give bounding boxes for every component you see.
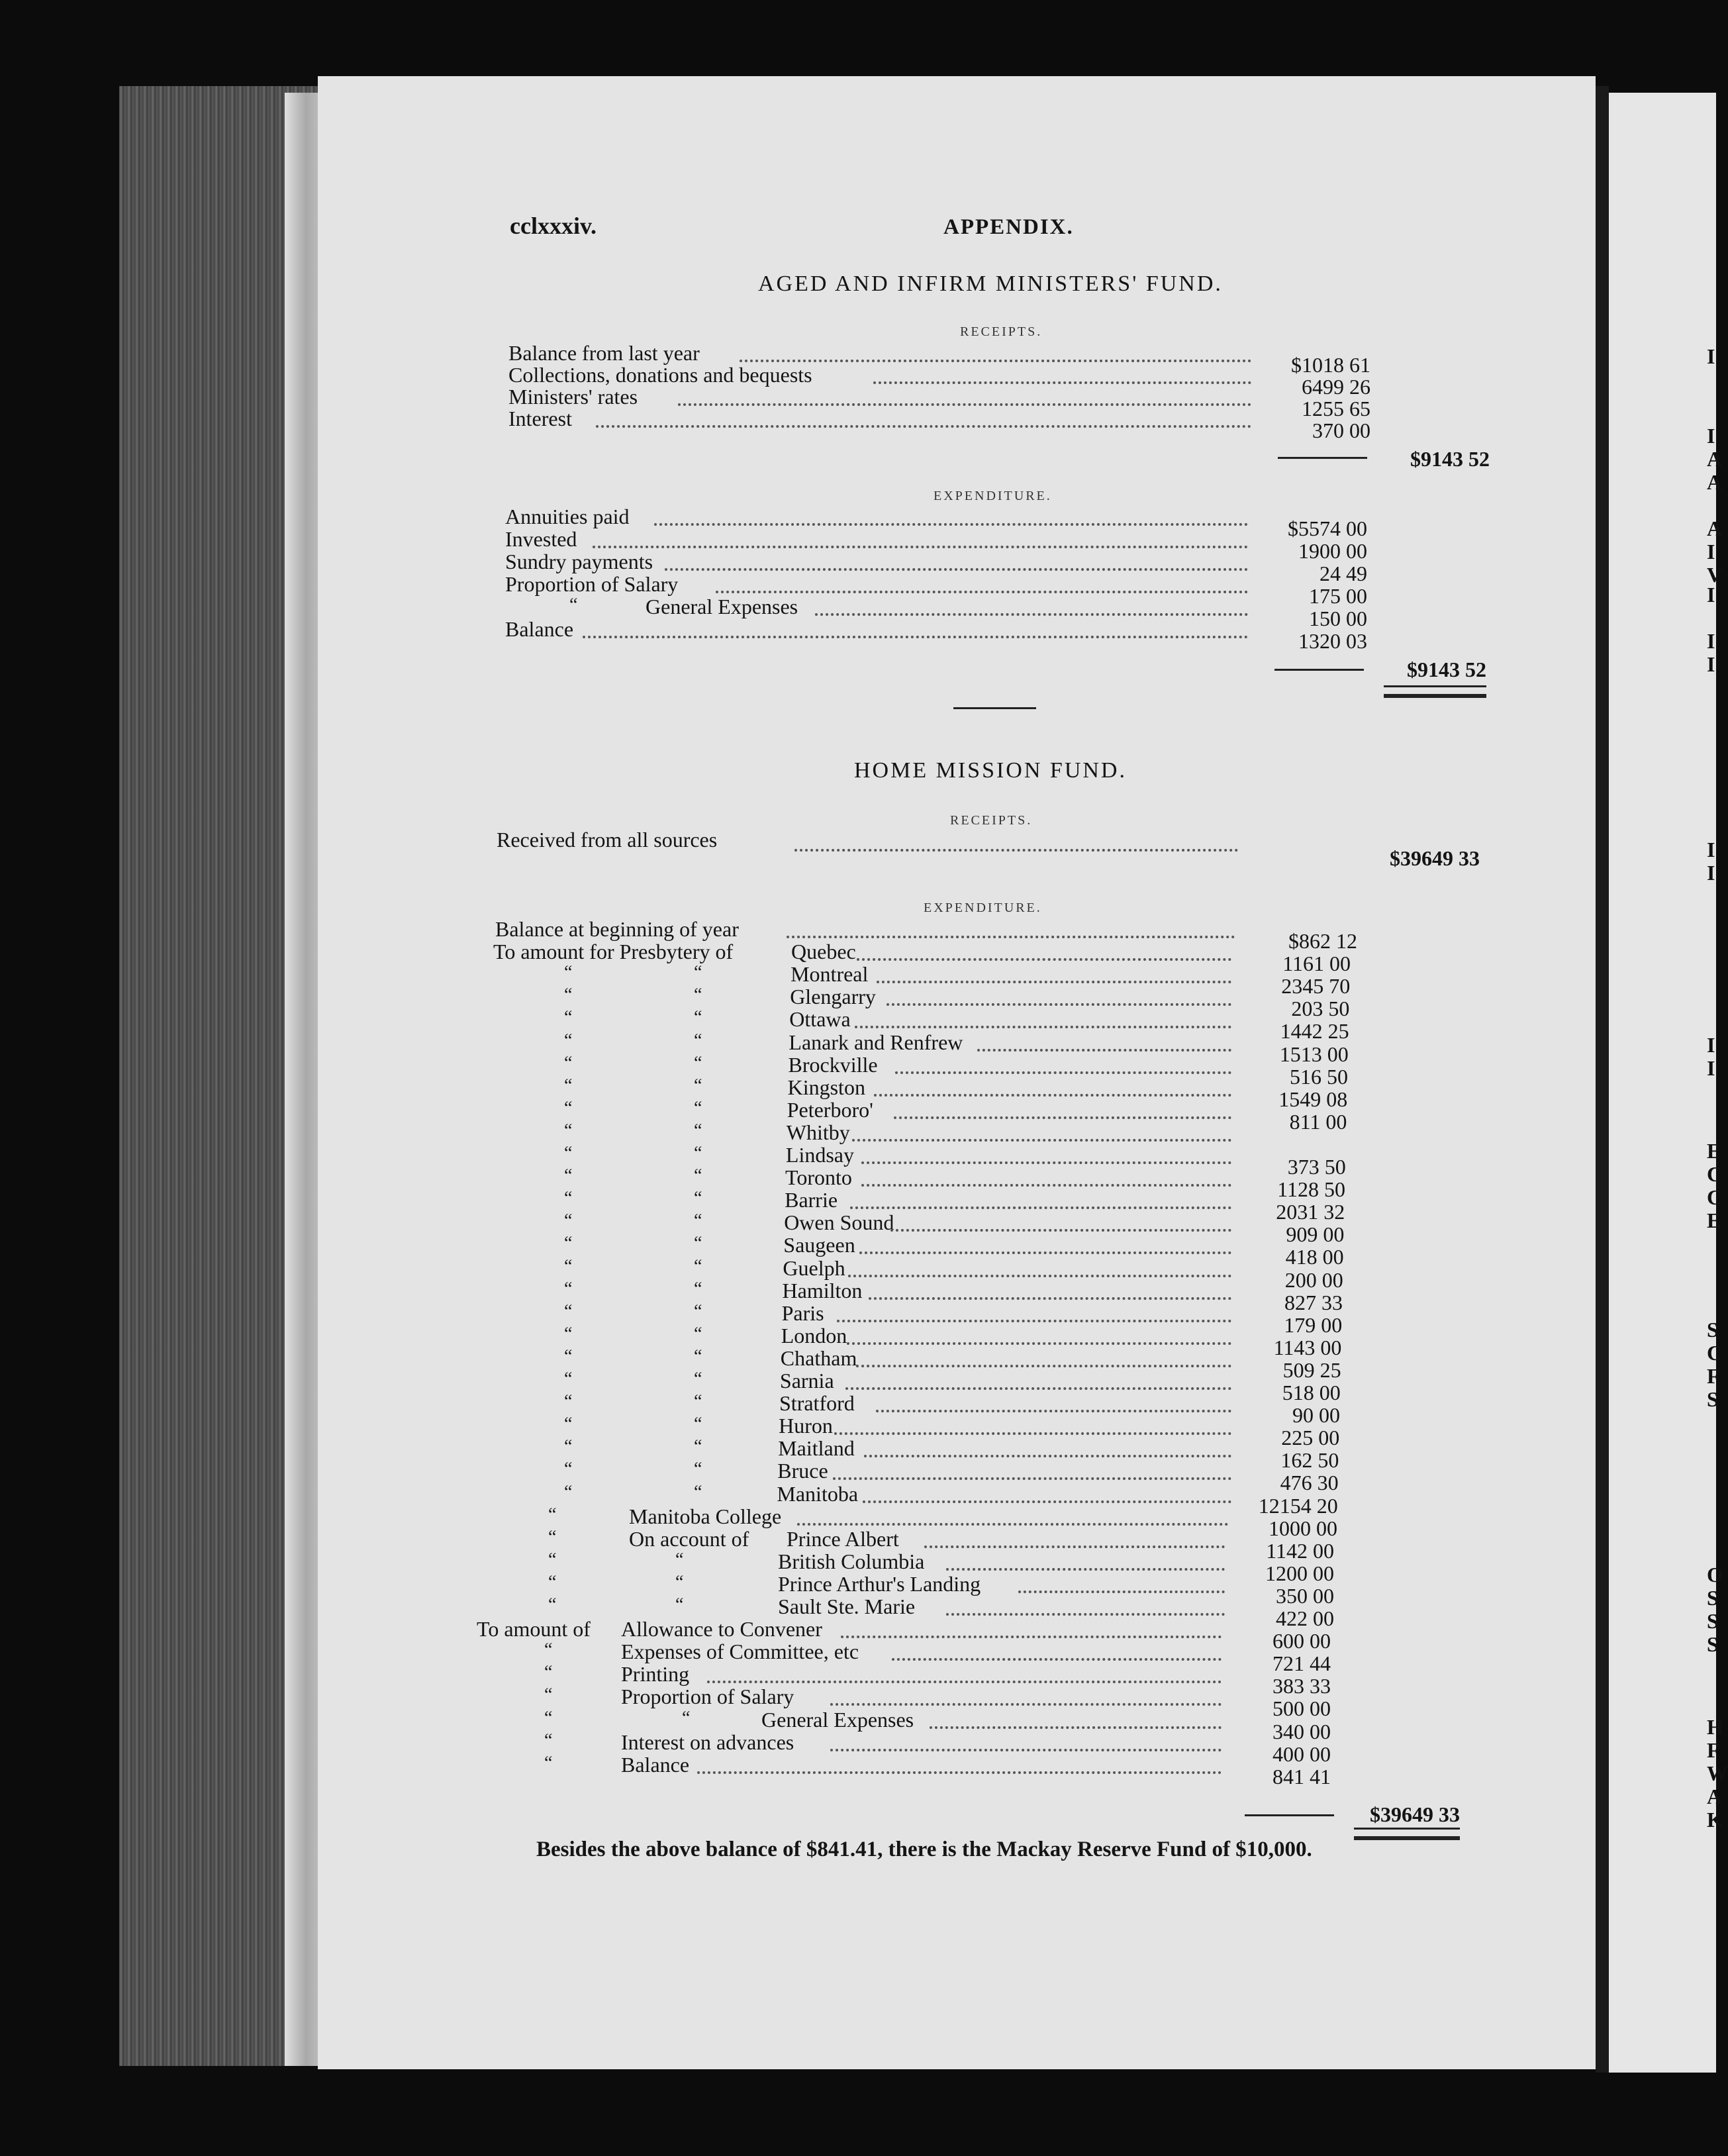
presbytery-amount: 200 00 xyxy=(1284,1267,1343,1292)
section-divider xyxy=(953,707,1036,709)
ditto-mark: “ xyxy=(564,1300,573,1322)
presbytery-name: London xyxy=(781,1323,847,1348)
ditto-mark: “ xyxy=(694,1120,702,1141)
ditto-mark: “ xyxy=(694,985,702,1006)
ditto-mark: “ xyxy=(564,1075,573,1096)
facing-page-letter: I xyxy=(1707,583,1715,607)
account-name: Prince Albert xyxy=(787,1526,899,1551)
aged-expense-label: General Expenses xyxy=(646,595,798,618)
leader-dots xyxy=(861,1183,1232,1187)
running-head: APPENDIX. xyxy=(943,215,1074,239)
facing-page-letter: I xyxy=(1707,1056,1715,1080)
leader-dots xyxy=(894,1115,1231,1119)
leader-dots xyxy=(716,589,1248,593)
presbytery-name: Quebec xyxy=(791,940,856,964)
presbytery-name: Peterboro' xyxy=(787,1097,873,1122)
ditto-mark: “ xyxy=(694,1346,702,1367)
allowance-label: Printing xyxy=(621,1662,690,1687)
account-amount: 422 00 xyxy=(1276,1606,1334,1630)
ditto-mark: “ xyxy=(564,985,573,1006)
ditto-mark: “ xyxy=(675,1594,684,1615)
home-receipt-label: Received from all sources xyxy=(497,828,718,852)
leader-dots xyxy=(707,1679,1222,1683)
leader-dots xyxy=(665,567,1249,571)
allowance-label: Proportion of Salary xyxy=(621,1685,794,1709)
facing-page xyxy=(1609,93,1716,2073)
presbytery-name: Barrie xyxy=(785,1188,838,1212)
ditto-mark: “ xyxy=(544,1752,553,1773)
ditto-mark: “ xyxy=(694,1210,702,1232)
presbytery-name: Ottawa xyxy=(789,1007,851,1032)
leader-dots xyxy=(740,358,1251,362)
presbytery-amount: 1128 50 xyxy=(1277,1177,1345,1202)
ditto-mark: “ xyxy=(694,1481,702,1502)
ditto-mark: “ xyxy=(675,1571,684,1592)
aged-fund-title: AGED AND INFIRM MINISTERS' FUND. xyxy=(758,271,1223,296)
facing-page-letter: S xyxy=(1707,1387,1719,1411)
facing-page-letter: W xyxy=(1707,1761,1728,1785)
ditto-mark: “ xyxy=(682,1707,691,1728)
presbytery-amount: 373 50 xyxy=(1287,1155,1346,1179)
ditto-mark: “ xyxy=(694,1459,702,1480)
presbytery-name: Owen Sound xyxy=(784,1210,894,1235)
ditto-mark: “ xyxy=(694,1414,702,1435)
ditto-mark: “ xyxy=(564,1346,573,1367)
account-name: Sault Ste. Marie xyxy=(778,1594,916,1618)
ditto-mark: “ xyxy=(694,1233,702,1254)
presbytery-name: Lanark and Renfrew xyxy=(789,1030,963,1054)
page-number: cclxxxiv. xyxy=(510,213,597,239)
ditto-mark: “ xyxy=(544,1730,553,1751)
facing-page-letter: V xyxy=(1707,563,1723,587)
ditto-mark: “ xyxy=(564,1481,573,1502)
facing-page-letter: I xyxy=(1707,838,1715,861)
presbytery-amount: 1549 08 xyxy=(1278,1087,1348,1111)
ditto-mark: “ xyxy=(694,1165,702,1187)
aged-receipt-label: Collections, donations and bequests xyxy=(508,363,812,387)
presbytery-amount: 1513 00 xyxy=(1279,1042,1349,1066)
leader-dots xyxy=(787,934,1235,938)
gutter-shadow xyxy=(1596,86,1609,2073)
ditto-mark: “ xyxy=(564,1097,573,1118)
leader-dots xyxy=(895,1070,1232,1074)
facing-page-letter: S xyxy=(1707,1586,1719,1610)
facing-page-letter: I xyxy=(1707,652,1715,676)
facing-page-letter: I xyxy=(1707,540,1715,564)
ditto-mark: “ xyxy=(544,1662,553,1683)
presbytery-name: Bruce xyxy=(777,1459,828,1483)
aged-expense-amount: 24 49 xyxy=(1320,562,1367,585)
leader-dots xyxy=(833,1476,1231,1480)
facing-page-letter: C xyxy=(1707,1341,1723,1365)
presbytery-amount: 476 30 xyxy=(1280,1471,1339,1495)
ditto-mark: “ xyxy=(564,1052,573,1073)
presbytery-amount: 2345 70 xyxy=(1281,974,1351,999)
leader-dots xyxy=(815,612,1248,616)
presbytery-amount: 225 00 xyxy=(1281,1426,1340,1450)
home-mission-title: HOME MISSION FUND. xyxy=(854,758,1127,783)
ditto-mark: “ xyxy=(564,1030,573,1051)
aged-receipts-heading: RECEIPTS. xyxy=(960,324,1043,339)
allowance-label: General Expenses xyxy=(761,1707,914,1732)
ditto-mark: “ xyxy=(694,1278,702,1299)
aged-expense-label: Proportion of Salary xyxy=(505,572,679,596)
ditto-mark: “ xyxy=(564,962,573,983)
home-receipts-heading: RECEIPTS. xyxy=(950,813,1033,828)
ditto-mark: “ xyxy=(564,1210,573,1232)
leader-dots xyxy=(852,1138,1231,1142)
presbytery-amount: 418 00 xyxy=(1285,1245,1344,1269)
leader-dots xyxy=(859,1250,1231,1254)
ditto-mark: “ xyxy=(564,1007,573,1028)
presbytery-amount: 1161 00 xyxy=(1282,952,1351,976)
ditto-mark: “ xyxy=(548,1549,557,1570)
college-label: Manitoba College xyxy=(629,1504,782,1528)
allowance-label: Expenses of Committee, etc xyxy=(621,1640,859,1664)
facing-page-letter: E xyxy=(1707,1139,1721,1163)
ditto-mark: “ xyxy=(548,1526,557,1547)
ditto-mark: “ xyxy=(694,1052,702,1073)
ditto-mark: “ xyxy=(564,1255,573,1277)
presbytery-lead: To amount for Presbytery of xyxy=(493,940,734,964)
ditto-mark: “ xyxy=(694,1075,702,1096)
leader-dots xyxy=(873,380,1252,384)
leader-dots xyxy=(857,957,1231,961)
presbytery-name: Huron xyxy=(779,1414,833,1438)
ditto-mark: “ xyxy=(564,1120,573,1141)
leader-dots xyxy=(794,848,1238,852)
facing-page-letter: S xyxy=(1707,1318,1719,1342)
leader-dots xyxy=(834,1431,1231,1435)
college-amount: 1000 00 xyxy=(1269,1516,1337,1540)
leader-dots xyxy=(654,522,1248,526)
presbytery-name: Montreal xyxy=(791,962,869,987)
ditto-mark: “ xyxy=(694,1300,702,1322)
ditto-mark: “ xyxy=(564,1143,573,1163)
ditto-mark: “ xyxy=(564,1391,573,1412)
leader-dots xyxy=(797,1522,1228,1526)
leader-dots xyxy=(596,424,1251,428)
facing-page-letter: S xyxy=(1707,1609,1719,1633)
aged-receipt-amount: $1018 61 xyxy=(1291,353,1370,377)
allowance-amount: 841 41 xyxy=(1272,1764,1331,1788)
aged-double-rule xyxy=(1384,685,1486,698)
leader-dots xyxy=(874,1093,1231,1097)
aged-receipt-amount: 1255 65 xyxy=(1302,397,1370,420)
leader-dots xyxy=(830,1747,1222,1751)
leader-dots xyxy=(848,1273,1231,1277)
leader-dots xyxy=(830,1702,1222,1706)
allowance-label: Allowance to Convener xyxy=(621,1617,822,1642)
leader-dots xyxy=(845,1386,1231,1390)
facing-page-letter: K xyxy=(1707,1808,1723,1832)
leader-dots xyxy=(678,402,1251,406)
presbytery-name: Glengarry xyxy=(790,985,876,1009)
ditto-mark: “ xyxy=(694,1391,702,1412)
home-double-rule xyxy=(1354,1828,1460,1840)
ditto-mark: “ xyxy=(675,1549,684,1570)
presbytery-name: Guelph xyxy=(783,1255,845,1280)
leader-dots xyxy=(887,1002,1231,1006)
allowance-lead: To amount of xyxy=(477,1617,591,1642)
presbytery-name: Manitoba xyxy=(777,1481,859,1506)
facing-page-letter: O xyxy=(1707,1563,1723,1587)
leader-dots xyxy=(855,1024,1231,1028)
aged-expense-label: Balance xyxy=(505,617,574,641)
home-expenditure-heading: EXPENDITURE. xyxy=(924,901,1042,915)
facing-page-letter: I xyxy=(1707,861,1715,885)
ditto-mark: “ xyxy=(694,1030,702,1051)
account-lead: On account of xyxy=(629,1526,749,1551)
ditto-mark: “ xyxy=(564,1165,573,1187)
facing-page-letter: A xyxy=(1707,470,1723,494)
ditto-mark: “ xyxy=(564,1459,573,1480)
leader-dots xyxy=(930,1725,1222,1729)
leader-dots xyxy=(841,1634,1222,1638)
leader-dots xyxy=(864,1453,1231,1457)
leader-dots xyxy=(946,1567,1225,1571)
ditto-mark: “ xyxy=(694,1369,702,1389)
presbytery-name: Chatham xyxy=(780,1346,857,1370)
home-expenditure-total: $39649 33 xyxy=(1370,1802,1460,1826)
leader-dots xyxy=(890,1228,1231,1232)
ditto-mark: “ xyxy=(564,1233,573,1254)
allowance-amount: 500 00 xyxy=(1272,1696,1331,1721)
facing-page-letter: I xyxy=(1707,424,1715,448)
ditto-mark: “ xyxy=(544,1685,553,1706)
home-receipt-total: $39649 33 xyxy=(1390,846,1480,870)
facing-page-letter: A xyxy=(1707,447,1723,471)
aged-expenditure-total: $9143 52 xyxy=(1407,658,1486,681)
facing-page-letter: C xyxy=(1707,1185,1723,1209)
facing-page-letter: I xyxy=(1707,344,1715,368)
ditto-mark: “ xyxy=(694,962,702,983)
aged-receipt-label: Ministers' rates xyxy=(508,385,638,409)
allowance-label: Balance xyxy=(621,1752,690,1777)
facing-page-letter: A xyxy=(1707,1785,1723,1808)
leader-dots xyxy=(850,1205,1231,1209)
facing-page-letter: A xyxy=(1707,516,1723,540)
presbytery-amount: 162 50 xyxy=(1280,1448,1339,1473)
presbytery-amount: 179 00 xyxy=(1284,1312,1343,1337)
allowance-amount: 383 33 xyxy=(1272,1674,1331,1698)
aged-expense-label: Invested xyxy=(505,527,577,551)
facing-page-letter: F xyxy=(1707,1364,1720,1388)
facing-page-letter: I xyxy=(1707,1033,1715,1057)
presbytery-amount: 516 50 xyxy=(1290,1064,1348,1089)
aged-receipts-total: $9143 52 xyxy=(1410,447,1490,471)
aged-receipt-label: Balance from last year xyxy=(508,341,700,365)
reserve-fund-note: Besides the above balance of $841.41, there is the Mackay Reserve Fund of $10,000. xyxy=(536,1838,1312,1861)
allowance-amount: 721 44 xyxy=(1272,1651,1331,1676)
account-amount: 1200 00 xyxy=(1265,1561,1334,1585)
leader-dots xyxy=(924,1544,1225,1548)
leader-dots xyxy=(977,1048,1231,1052)
leader-dots xyxy=(837,1318,1231,1322)
presbytery-name: Sarnia xyxy=(779,1369,834,1393)
opening-balance-amount: $862 12 xyxy=(1288,929,1357,953)
presbytery-amount: 12154 20 xyxy=(1258,1493,1338,1518)
ditto-mark: “ xyxy=(564,1414,573,1435)
presbytery-amount: 1143 00 xyxy=(1273,1335,1342,1359)
leader-dots xyxy=(856,1363,1231,1367)
ditto-mark: “ xyxy=(564,1278,573,1299)
leader-dots xyxy=(876,1408,1232,1412)
facing-page-letter: C xyxy=(1707,1162,1723,1186)
ditto-mark: “ xyxy=(564,1188,573,1209)
account-amount: 1142 00 xyxy=(1266,1538,1334,1563)
ditto-mark: “ xyxy=(548,1594,557,1615)
allowance-amount: 400 00 xyxy=(1272,1741,1331,1766)
presbytery-name: Toronto xyxy=(785,1165,852,1190)
aged-expenditure-heading: EXPENDITURE. xyxy=(934,489,1052,503)
presbytery-amount: 509 25 xyxy=(1282,1357,1341,1382)
leader-dots xyxy=(877,979,1231,983)
presbytery-name: Stratford xyxy=(779,1391,855,1416)
aged-expense-amount: 1320 03 xyxy=(1298,629,1367,653)
aged-expense-label: Annuities paid xyxy=(505,505,630,528)
leader-dots xyxy=(892,1657,1222,1661)
presbytery-name: Paris xyxy=(781,1300,824,1325)
presbytery-name: Kingston xyxy=(787,1075,865,1099)
presbytery-name: Brockville xyxy=(788,1052,878,1077)
allowance-amount: 340 00 xyxy=(1272,1719,1331,1743)
leader-dots xyxy=(946,1612,1225,1616)
ditto-mark: “ xyxy=(694,1188,702,1209)
ditto-mark: “ xyxy=(694,1007,702,1028)
leader-dots xyxy=(1018,1589,1225,1593)
presbytery-name: Whitby xyxy=(786,1120,850,1144)
ditto-mark: “ xyxy=(694,1436,702,1457)
account-amount: 350 00 xyxy=(1276,1583,1334,1608)
facing-page-letter: F xyxy=(1707,1738,1720,1762)
ditto-mark: “ xyxy=(694,1143,702,1163)
presbytery-amount: 1442 25 xyxy=(1280,1019,1349,1044)
aged-expense-amount: $5574 00 xyxy=(1288,516,1367,540)
ditto-mark: “ xyxy=(564,1323,573,1344)
presbytery-name: Saugeen xyxy=(783,1233,855,1257)
ditto-mark: “ xyxy=(548,1504,557,1525)
leader-dots xyxy=(697,1770,1222,1774)
account-name: Prince Arthur's Landing xyxy=(778,1571,981,1596)
presbytery-amount: 518 00 xyxy=(1282,1381,1341,1404)
facing-page-letter: H xyxy=(1707,1715,1723,1739)
aged-expense-amount: 150 00 xyxy=(1309,607,1367,630)
ditto-mark: “ xyxy=(569,595,578,615)
account-name: British Columbia xyxy=(778,1549,925,1573)
allowance-amount: 600 00 xyxy=(1272,1629,1331,1653)
presbytery-name: Maitland xyxy=(778,1436,855,1461)
presbytery-amount: 909 00 xyxy=(1286,1222,1345,1247)
aged-expense-amount: 1900 00 xyxy=(1298,539,1367,563)
aged-expense-amount: 175 00 xyxy=(1309,584,1367,608)
leader-dots xyxy=(847,1341,1231,1345)
allowance-label: Interest on advances xyxy=(621,1730,794,1754)
presbytery-name: Lindsay xyxy=(785,1143,854,1167)
facing-page-letter: E xyxy=(1707,1208,1721,1232)
aged-receipt-label: Interest xyxy=(508,407,572,430)
leader-dots xyxy=(593,544,1248,548)
presbytery-amount: 811 00 xyxy=(1289,1109,1347,1134)
presbytery-amount: 2031 32 xyxy=(1276,1200,1345,1224)
leader-dots xyxy=(861,1160,1231,1164)
opening-balance-label: Balance at beginning of year xyxy=(495,917,739,941)
facing-page-letter: S xyxy=(1707,1632,1719,1656)
ditto-mark: “ xyxy=(564,1436,573,1457)
ditto-mark: “ xyxy=(544,1640,553,1661)
leader-dots xyxy=(583,634,1249,638)
leader-dots xyxy=(863,1499,1231,1503)
presbytery-amount: 203 50 xyxy=(1291,997,1350,1021)
aged-receipt-amount: 6499 26 xyxy=(1302,375,1370,399)
ditto-mark: “ xyxy=(564,1369,573,1389)
aged-expense-label: Sundry payments xyxy=(505,550,653,573)
presbytery-name: Hamilton xyxy=(782,1278,863,1302)
presbytery-amount: 827 33 xyxy=(1284,1290,1343,1314)
ditto-mark: “ xyxy=(694,1097,702,1118)
presbytery-amount: 90 00 xyxy=(1292,1403,1340,1428)
ditto-mark: “ xyxy=(548,1571,557,1592)
facing-page-letter: I xyxy=(1707,629,1715,653)
leader-dots xyxy=(869,1296,1232,1300)
ditto-mark: “ xyxy=(544,1707,553,1728)
ditto-mark: “ xyxy=(694,1323,702,1344)
aged-receipt-amount: 370 00 xyxy=(1312,418,1370,442)
ditto-mark: “ xyxy=(694,1255,702,1277)
